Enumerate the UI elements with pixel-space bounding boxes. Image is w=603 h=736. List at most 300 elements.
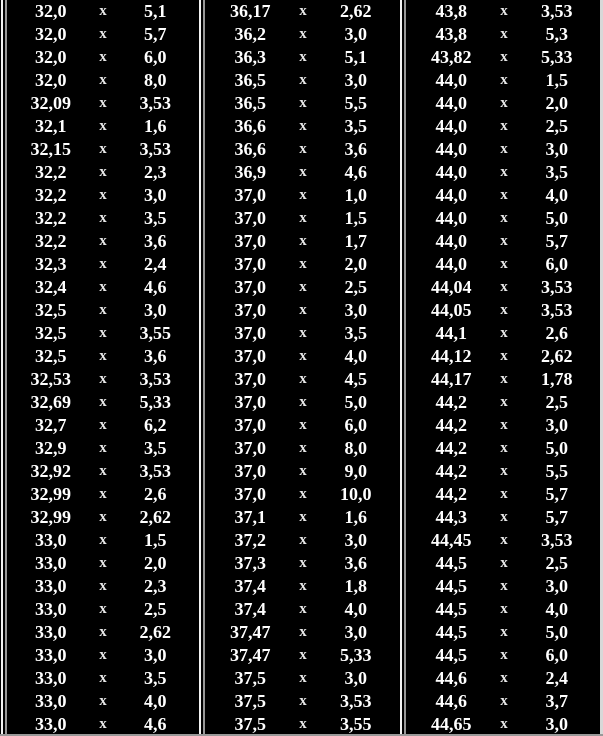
multiplication-sign: x [500, 532, 508, 548]
multiplication-sign: x [500, 670, 508, 686]
multiplication-sign: x [99, 72, 107, 88]
dimension-cross-section: 3,53 [139, 93, 171, 113]
table-row [408, 414, 600, 437]
table-row [207, 598, 399, 621]
multiplication-sign: x [500, 95, 508, 111]
dimension-cross-section: 2,5 [144, 599, 167, 619]
dimension-cross-section: 5,7 [545, 484, 569, 504]
table-row [207, 253, 399, 276]
multiplication-sign: x [500, 601, 508, 617]
dimension-inner-diameter: 36,3 [234, 47, 266, 67]
dimension-cross-section: 1,5 [344, 208, 368, 228]
dimension-inner-diameter: 44,0 [435, 162, 467, 182]
dimension-inner-diameter: 44,5 [435, 622, 467, 642]
dimension-inner-diameter: 37,5 [234, 714, 266, 734]
dimension-inner-diameter: 36,6 [234, 116, 266, 136]
table-row [408, 506, 600, 529]
dimension-inner-diameter: 32,5 [35, 323, 67, 343]
table-row [207, 391, 399, 414]
dimension-cross-section: 5,0 [344, 392, 368, 412]
dimension-cross-section: 3,0 [344, 70, 368, 90]
multiplication-sign: x [99, 670, 107, 686]
dimension-cross-section: 3,53 [139, 369, 171, 389]
table-row [408, 437, 600, 460]
table-row [207, 276, 399, 299]
table-row [8, 161, 198, 184]
dimension-cross-section: 5,7 [144, 24, 167, 44]
dimension-inner-diameter: 37,5 [234, 668, 266, 688]
table-row [408, 253, 600, 276]
multiplication-sign: x [299, 693, 307, 709]
dimension-cross-section: 3,0 [144, 300, 167, 320]
multiplication-sign: x [500, 210, 508, 226]
multiplication-sign: x [299, 417, 307, 433]
table-row [408, 184, 600, 207]
dimension-cross-section: 2,0 [545, 93, 569, 113]
dimension-cross-section: 1,6 [344, 507, 368, 527]
table-row [207, 713, 399, 736]
multiplication-sign: x [500, 716, 508, 732]
dimension-inner-diameter: 32,15 [30, 139, 71, 159]
dimension-cross-section: 2,62 [139, 507, 171, 527]
table-row [8, 529, 198, 552]
dimension-inner-diameter: 32,3 [35, 254, 67, 274]
dimension-cross-section: 5,0 [545, 622, 569, 642]
multiplication-sign: x [500, 325, 508, 341]
dimension-inner-diameter: 44,65 [430, 714, 472, 734]
dimension-cross-section: 2,0 [344, 254, 368, 274]
dimension-inner-diameter: 32,0 [35, 47, 67, 67]
table-row [408, 69, 600, 92]
dimension-inner-diameter: 37,0 [234, 369, 266, 389]
dimension-inner-diameter: 44,0 [435, 208, 467, 228]
dimension-cross-section: 3,5 [344, 116, 368, 136]
multiplication-sign: x [500, 555, 508, 571]
table-row [8, 437, 198, 460]
table-row [8, 207, 198, 230]
table-row [408, 299, 600, 322]
dimension-cross-section: 6,0 [344, 415, 368, 435]
table-row [8, 69, 198, 92]
multiplication-sign: x [500, 49, 508, 65]
multiplication-sign: x [299, 26, 307, 42]
multiplication-sign: x [99, 325, 107, 341]
dimension-cross-section: 5,5 [344, 93, 368, 113]
dimension-cross-section: 5,33 [340, 645, 372, 665]
dimension-cross-section: 3,53 [340, 691, 372, 711]
multiplication-sign: x [299, 302, 307, 318]
table-row [8, 138, 198, 161]
dimension-inner-diameter: 36,2 [234, 24, 266, 44]
dimension-cross-section: 6,0 [144, 47, 167, 67]
dimension-inner-diameter: 32,99 [30, 484, 71, 504]
multiplication-sign: x [299, 210, 307, 226]
multiplication-sign: x [299, 624, 307, 640]
multiplication-sign: x [299, 578, 307, 594]
dimension-cross-section: 3,53 [541, 530, 573, 550]
dimension-cross-section: 2,6 [545, 323, 569, 343]
table-row [8, 391, 198, 414]
multiplication-sign: x [99, 394, 107, 410]
dimension-inner-diameter: 44,3 [435, 507, 467, 527]
dimension-inner-diameter: 32,2 [35, 185, 67, 205]
table-row [408, 230, 600, 253]
multiplication-sign: x [99, 187, 107, 203]
dimension-inner-diameter: 44,6 [435, 668, 467, 688]
multiplication-sign: x [99, 509, 107, 525]
multiplication-sign: x [99, 49, 107, 65]
dimension-cross-section: 3,5 [545, 162, 569, 182]
table-row [408, 161, 600, 184]
dimension-inner-diameter: 44,05 [430, 300, 472, 320]
multiplication-sign: x [500, 72, 508, 88]
table-row [207, 644, 399, 667]
dimension-cross-section: 3,6 [344, 553, 368, 573]
dimension-cross-section: 1,78 [541, 369, 573, 389]
dimension-cross-section: 4,0 [545, 185, 569, 205]
table-row [408, 345, 600, 368]
multiplication-sign: x [500, 578, 508, 594]
multiplication-sign: x [299, 95, 307, 111]
multiplication-sign: x [299, 279, 307, 295]
dimension-cross-section: 1,5 [144, 530, 167, 550]
dimension-inner-diameter: 33,0 [35, 599, 67, 619]
dimension-inner-diameter: 32,09 [30, 93, 71, 113]
dimension-cross-section: 5,33 [541, 47, 573, 67]
multiplication-sign: x [500, 647, 508, 663]
column-separator-2-gray-line [404, 0, 406, 736]
multiplication-sign: x [299, 440, 307, 456]
multiplication-sign: x [99, 555, 107, 571]
size-column-group-2 [207, 0, 399, 736]
dimension-cross-section: 1,0 [344, 185, 368, 205]
dimension-inner-diameter: 36,5 [234, 93, 266, 113]
table-row [408, 621, 600, 644]
table-row [408, 552, 600, 575]
dimension-inner-diameter: 37,0 [234, 300, 266, 320]
dimension-inner-diameter: 44,0 [435, 116, 467, 136]
multiplication-sign: x [99, 417, 107, 433]
table-row [408, 92, 600, 115]
multiplication-sign: x [500, 417, 508, 433]
table-row [8, 23, 198, 46]
table-row [8, 345, 198, 368]
dimension-cross-section: 4,0 [344, 599, 368, 619]
dimension-cross-section: 3,0 [344, 24, 368, 44]
multiplication-sign: x [99, 233, 107, 249]
dimension-cross-section: 4,6 [144, 277, 167, 297]
dimension-inner-diameter: 37,0 [234, 254, 266, 274]
dimension-inner-diameter: 32,0 [35, 70, 67, 90]
multiplication-sign: x [299, 141, 307, 157]
dimension-cross-section: 3,5 [144, 668, 167, 688]
table-row [408, 23, 600, 46]
dimension-inner-diameter: 44,6 [435, 691, 467, 711]
table-row [8, 713, 198, 736]
dimension-cross-section: 1,5 [545, 70, 569, 90]
dimension-inner-diameter: 32,69 [30, 392, 71, 412]
dimension-cross-section: 2,5 [344, 277, 368, 297]
multiplication-sign: x [99, 624, 107, 640]
dimension-inner-diameter: 43,82 [430, 47, 472, 67]
multiplication-sign: x [299, 371, 307, 387]
dimension-inner-diameter: 37,0 [234, 461, 266, 481]
dimension-inner-diameter: 44,2 [435, 415, 467, 435]
multiplication-sign: x [299, 716, 307, 732]
dimension-inner-diameter: 44,2 [435, 438, 467, 458]
table-row [8, 552, 198, 575]
dimension-cross-section: 1,6 [144, 116, 167, 136]
column-separator-1-bright-line [199, 0, 201, 736]
dimension-inner-diameter: 37,2 [234, 530, 266, 550]
dimension-cross-section: 3,0 [545, 576, 569, 596]
table-row [8, 299, 198, 322]
table-row [8, 690, 198, 713]
table-row [8, 276, 198, 299]
table-row [408, 0, 600, 23]
multiplication-sign: x [299, 670, 307, 686]
table-row [8, 598, 198, 621]
multiplication-sign: x [500, 348, 508, 364]
dimension-inner-diameter: 36,9 [234, 162, 266, 182]
table-row [408, 644, 600, 667]
multiplication-sign: x [500, 440, 508, 456]
multiplication-sign: x [500, 187, 508, 203]
dimension-cross-section: 1,7 [344, 231, 368, 251]
dimension-inner-diameter: 37,0 [234, 323, 266, 343]
table-row [408, 598, 600, 621]
dimension-inner-diameter: 37,47 [229, 645, 271, 665]
dimension-cross-section: 2,62 [340, 1, 372, 21]
dimension-inner-diameter: 37,0 [234, 484, 266, 504]
multiplication-sign: x [99, 532, 107, 548]
multiplication-sign: x [299, 348, 307, 364]
multiplication-sign: x [99, 3, 107, 19]
dimension-cross-section: 3,53 [541, 300, 573, 320]
dimension-inner-diameter: 44,0 [435, 139, 467, 159]
dimension-cross-section: 3,5 [144, 438, 167, 458]
dimension-inner-diameter: 44,0 [435, 231, 467, 251]
table-row [408, 138, 600, 161]
multiplication-sign: x [99, 26, 107, 42]
dimension-inner-diameter: 37,3 [234, 553, 266, 573]
table-row [8, 414, 198, 437]
table-row [8, 322, 198, 345]
size-column-group-3 [408, 0, 600, 736]
multiplication-sign: x [99, 463, 107, 479]
dimension-inner-diameter: 44,0 [435, 185, 467, 205]
dimension-cross-section: 3,0 [344, 300, 368, 320]
dimension-inner-diameter: 32,5 [35, 346, 67, 366]
table-row [207, 322, 399, 345]
dimension-inner-diameter: 37,0 [234, 415, 266, 435]
dimension-inner-diameter: 36,5 [234, 70, 266, 90]
dimension-cross-section: 6,0 [545, 645, 569, 665]
dimension-inner-diameter: 44,17 [430, 369, 472, 389]
table-row [207, 529, 399, 552]
dimension-inner-diameter: 37,0 [234, 346, 266, 366]
dimension-cross-section: 3,0 [545, 714, 569, 734]
table-row [8, 621, 198, 644]
dimension-cross-section: 3,55 [139, 323, 171, 343]
dimension-cross-section: 5,5 [545, 461, 569, 481]
dimension-inner-diameter: 32,9 [35, 438, 67, 458]
column-separator-1-gray-line [203, 0, 205, 736]
dimension-cross-section: 9,0 [344, 461, 368, 481]
dimension-inner-diameter: 33,0 [35, 714, 67, 734]
table-row [408, 391, 600, 414]
dimension-inner-diameter: 32,4 [35, 277, 67, 297]
dimension-inner-diameter: 33,0 [35, 668, 67, 688]
table-row [408, 207, 600, 230]
multiplication-sign: x [500, 141, 508, 157]
multiplication-sign: x [99, 118, 107, 134]
table-row [207, 345, 399, 368]
table-row [207, 437, 399, 460]
multiplication-sign: x [99, 647, 107, 663]
dimension-inner-diameter: 44,12 [430, 346, 472, 366]
table-row [8, 230, 198, 253]
table-row [207, 368, 399, 391]
dimension-cross-section: 4,0 [545, 599, 569, 619]
dimension-inner-diameter: 37,0 [234, 185, 266, 205]
multiplication-sign: x [99, 256, 107, 272]
dimension-inner-diameter: 37,1 [234, 507, 266, 527]
dimension-inner-diameter: 37,0 [234, 208, 266, 228]
multiplication-sign: x [99, 302, 107, 318]
dimension-cross-section: 3,7 [545, 691, 569, 711]
dimension-cross-section: 5,33 [139, 392, 171, 412]
table-row [408, 276, 600, 299]
multiplication-sign: x [299, 164, 307, 180]
table-row [8, 506, 198, 529]
dimension-inner-diameter: 37,0 [234, 231, 266, 251]
dimension-cross-section: 10,0 [340, 484, 372, 504]
dimension-cross-section: 4,6 [344, 162, 368, 182]
column-separator-2-bright-line [400, 0, 402, 736]
table-row [207, 46, 399, 69]
dimension-inner-diameter: 32,2 [35, 231, 67, 251]
table-row [408, 529, 600, 552]
dimension-cross-section: 2,62 [541, 346, 573, 366]
dimension-inner-diameter: 44,2 [435, 461, 467, 481]
dimension-inner-diameter: 37,5 [234, 691, 266, 711]
dimension-inner-diameter: 32,0 [35, 1, 67, 21]
multiplication-sign: x [500, 279, 508, 295]
dimension-cross-section: 3,53 [139, 461, 171, 481]
dimension-inner-diameter: 44,2 [435, 484, 467, 504]
dimension-cross-section: 1,8 [344, 576, 368, 596]
dimension-cross-section: 5,0 [545, 438, 569, 458]
dimension-cross-section: 6,2 [144, 415, 167, 435]
dimension-cross-section: 3,0 [144, 185, 167, 205]
multiplication-sign: x [299, 49, 307, 65]
dimension-inner-diameter: 44,1 [435, 323, 467, 343]
dimension-inner-diameter: 37,0 [234, 438, 266, 458]
dimension-cross-section: 2,0 [144, 553, 167, 573]
multiplication-sign: x [299, 256, 307, 272]
multiplication-sign: x [500, 693, 508, 709]
dimension-inner-diameter: 43,8 [435, 1, 467, 21]
multiplication-sign: x [99, 716, 107, 732]
table-row [8, 644, 198, 667]
dimension-inner-diameter: 37,4 [234, 576, 266, 596]
table-row [8, 368, 198, 391]
table-row [207, 690, 399, 713]
table-row [408, 322, 600, 345]
multiplication-sign: x [299, 532, 307, 548]
dimension-inner-diameter: 37,0 [234, 277, 266, 297]
dimension-cross-section: 3,0 [144, 645, 167, 665]
multiplication-sign: x [99, 578, 107, 594]
multiplication-sign: x [299, 3, 307, 19]
table-row [207, 184, 399, 207]
dimension-inner-diameter: 33,0 [35, 645, 67, 665]
multiplication-sign: x [500, 463, 508, 479]
multiplication-sign: x [99, 164, 107, 180]
table-row [408, 690, 600, 713]
dimension-inner-diameter: 44,5 [435, 553, 467, 573]
multiplication-sign: x [299, 509, 307, 525]
multiplication-sign: x [500, 624, 508, 640]
multiplication-sign: x [99, 95, 107, 111]
multiplication-sign: x [500, 3, 508, 19]
dimension-inner-diameter: 44,5 [435, 645, 467, 665]
dimension-cross-section: 6,0 [545, 254, 569, 274]
multiplication-sign: x [299, 394, 307, 410]
dimension-inner-diameter: 44,0 [435, 93, 467, 113]
dimension-inner-diameter: 32,7 [35, 415, 67, 435]
dimension-inner-diameter: 37,47 [229, 622, 271, 642]
multiplication-sign: x [500, 256, 508, 272]
dimension-cross-section: 3,5 [144, 208, 167, 228]
multiplication-sign: x [99, 348, 107, 364]
table-row [8, 92, 198, 115]
dimension-cross-section: 2,5 [545, 116, 569, 136]
table-row [207, 0, 399, 23]
table-row [207, 23, 399, 46]
table-row [408, 483, 600, 506]
dimension-cross-section: 4,6 [144, 714, 167, 734]
dimension-inner-diameter: 32,99 [30, 507, 71, 527]
table-row [408, 575, 600, 598]
table-row [207, 506, 399, 529]
table-row [408, 713, 600, 736]
dimension-inner-diameter: 44,5 [435, 576, 467, 596]
dimension-inner-diameter: 44,0 [435, 70, 467, 90]
multiplication-sign: x [99, 440, 107, 456]
left-border-inner-line [5, 0, 7, 736]
dimension-cross-section: 3,0 [545, 139, 569, 159]
multiplication-sign: x [299, 463, 307, 479]
dimension-inner-diameter: 44,45 [430, 530, 472, 550]
table-row [408, 115, 600, 138]
dimension-cross-section: 3,0 [344, 622, 368, 642]
multiplication-sign: x [99, 141, 107, 157]
dimension-inner-diameter: 33,0 [35, 691, 67, 711]
dimension-cross-section: 4,0 [144, 691, 167, 711]
table-row [8, 483, 198, 506]
dimension-inner-diameter: 37,0 [234, 392, 266, 412]
dimension-cross-section: 2,4 [545, 668, 569, 688]
table-row [207, 483, 399, 506]
table-row [207, 460, 399, 483]
table-row [207, 138, 399, 161]
dimension-cross-section: 3,0 [545, 415, 569, 435]
multiplication-sign: x [99, 210, 107, 226]
dimension-cross-section: 3,6 [144, 346, 167, 366]
dimension-cross-section: 3,53 [541, 277, 573, 297]
